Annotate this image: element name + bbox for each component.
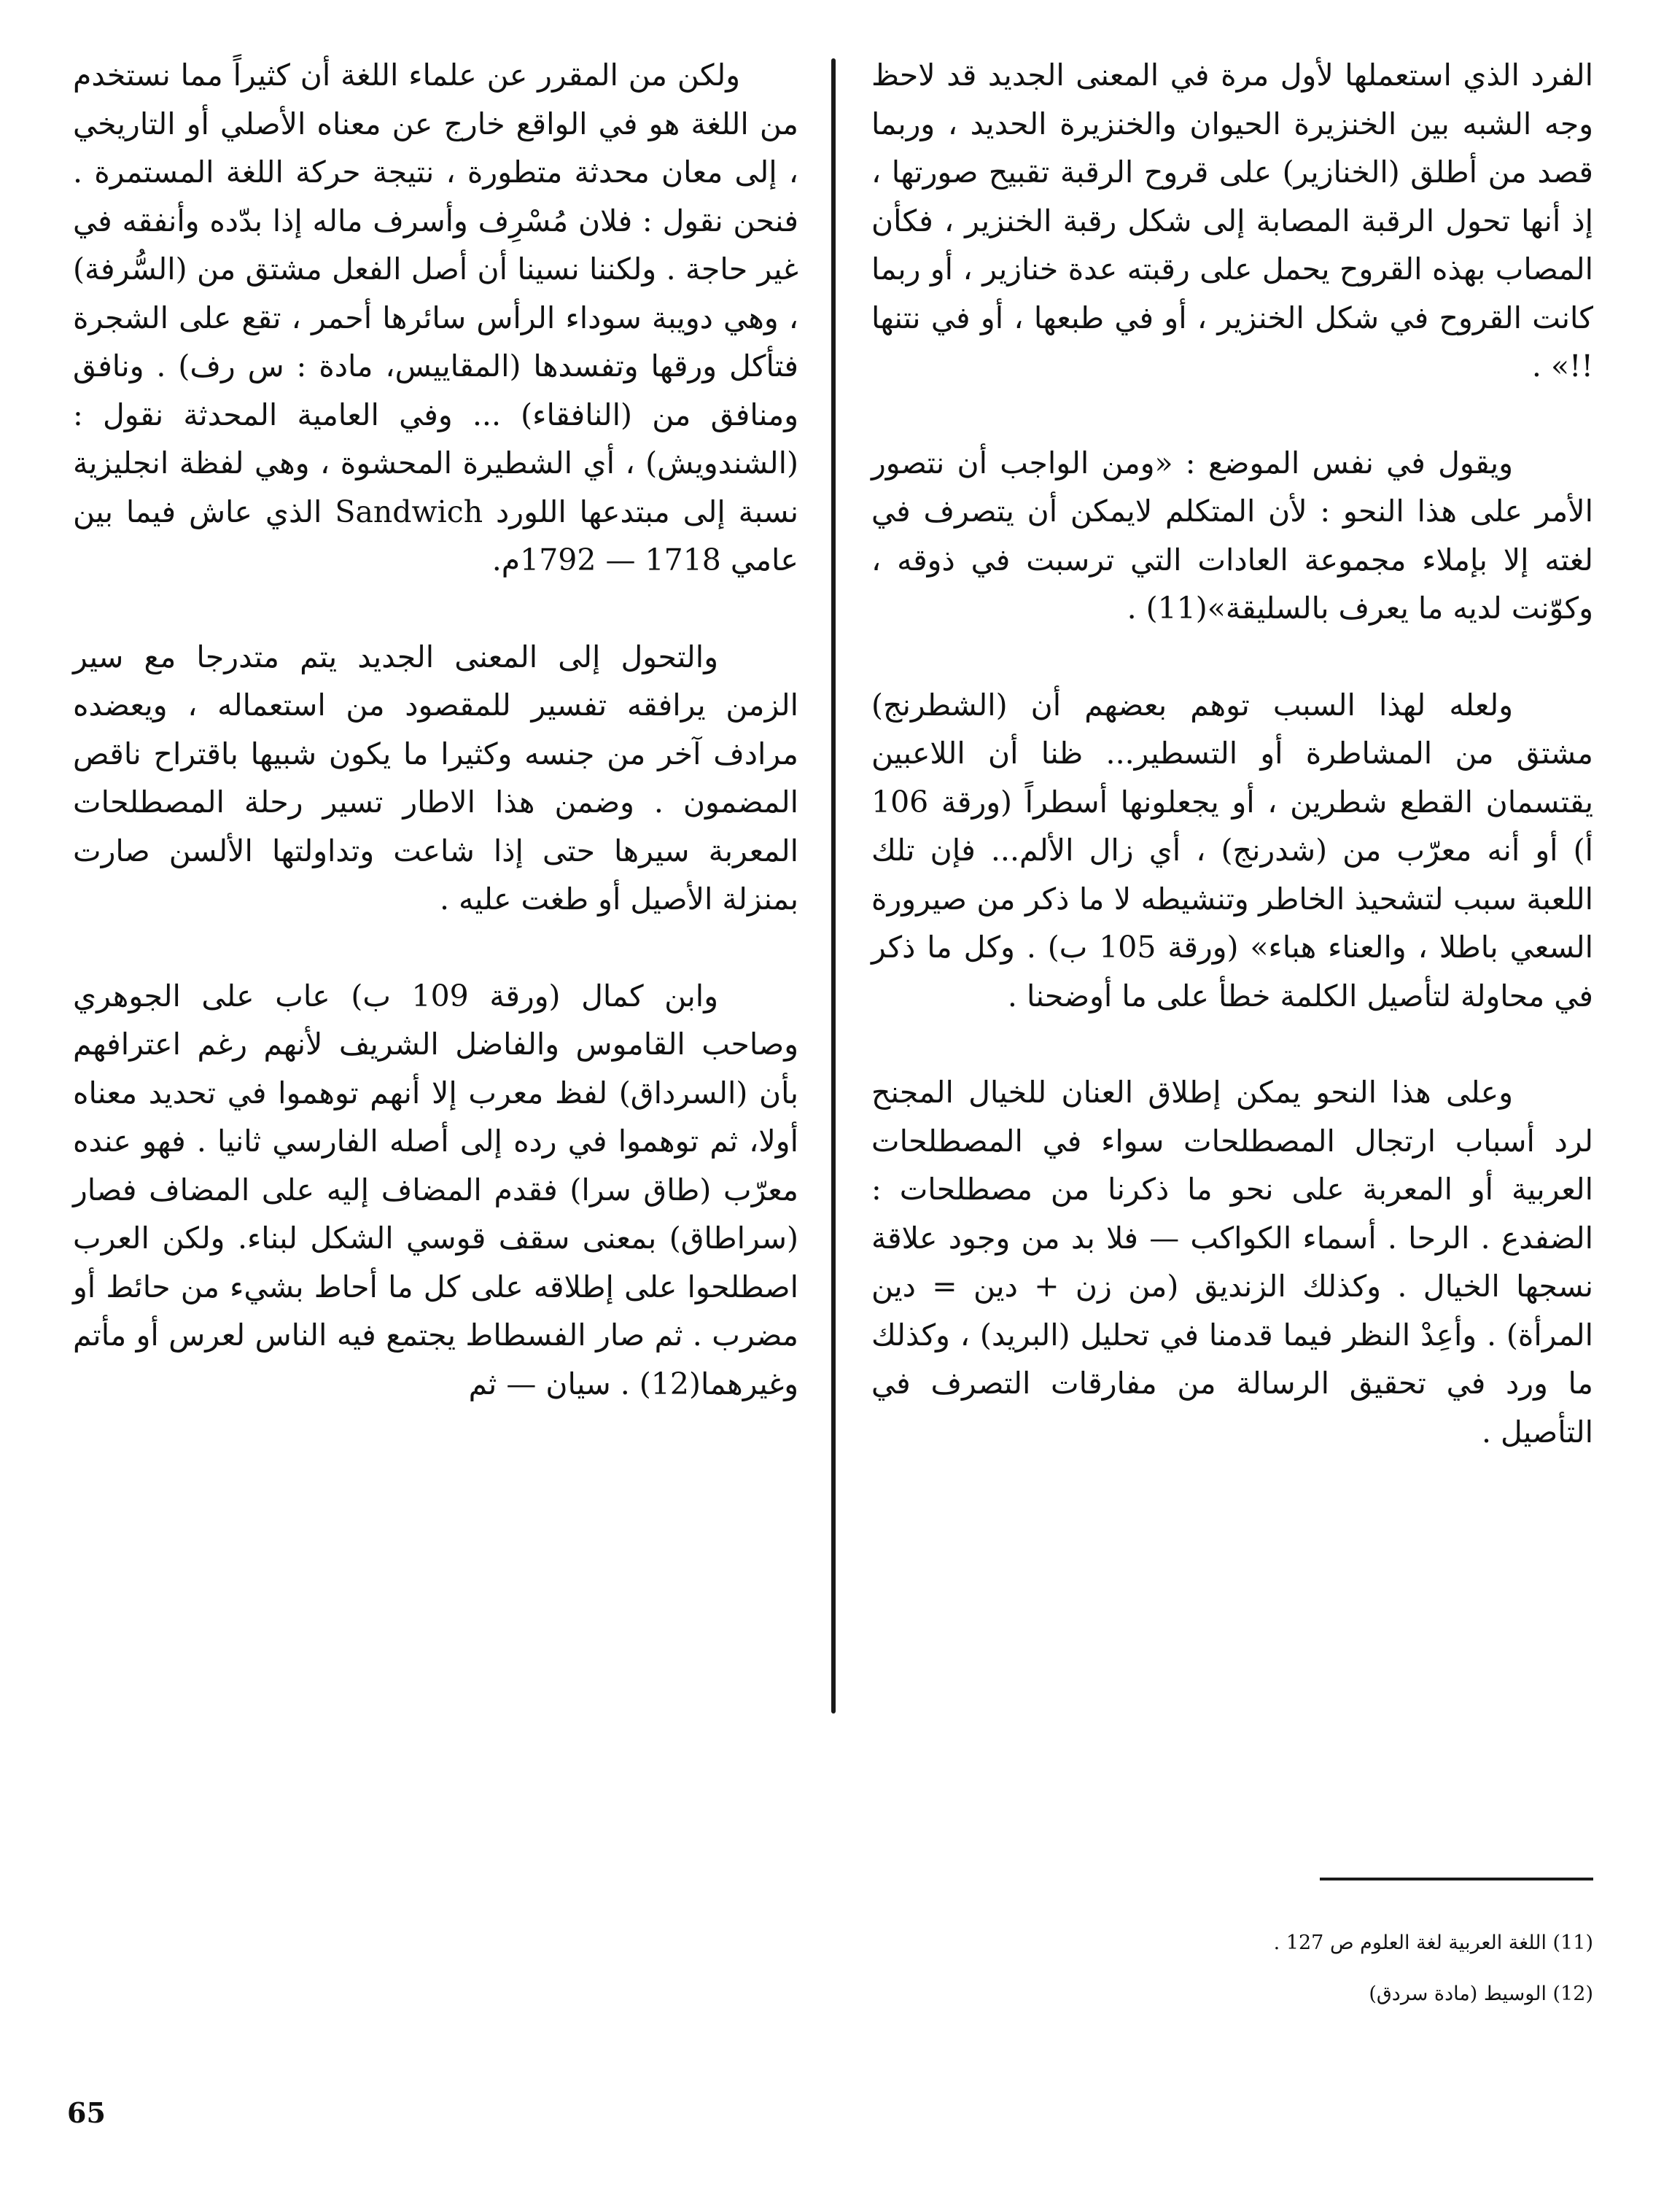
right-column bbox=[871, 51, 1593, 1456]
footnotes bbox=[871, 1918, 1593, 2020]
paragraph: وابن كمال (ورقة 109 ب) عاب على الجوهري وصاحب القاموس والفاضل الشريف لأنهم رغم اعترافهم بأن (السرداق) لفظ معرب إلا أنهم توهموا في تحديد معناه أولا، ثم توهموا في رده إلى أصله الفارسي ثانيا . فهو عنده معرّب (طاق سرا) فقدم المضاف إليه على المضاف فصار (سراطاق) بمعنى سقف قوسي الشكل لبناء. ولكن العرب اصطلحوا على إطلاقه على كل ما أحاط بشيء من حائط أو مضرب . ثم صار الفسطاط يجتمع فيه الناس لعرس أو مأتم وغيرهما(12) . سيان — ثم bbox=[73, 978, 798, 1401]
footnote-separator bbox=[1320, 1878, 1593, 1880]
paragraph: ولعله لهذا السبب توهم بعضهم أن (الشطرنج) مشتق من المشاطرة أو التسطير... ظنا أن اللاعبين يقتسمان القطع شطرين ، أو يجعلونها أسطراً (ورقة 106 أ) أو أنه معرّب من (شدرنج) ، أي زال الألم... فإن تلك اللعبة سبب لتشحيذ الخاطر وتنشيطه لا ما ذكر من صيرورة السعي باطلا ، والعناء هباء» (ورقة 105 ب) . وكل ما ذكر في محاولة لتأصيل الكلمة خطأ على ما أوضحنا . bbox=[871, 687, 1593, 1014]
page-number: 65 bbox=[67, 2096, 106, 2129]
footnote: (12) الوسيط (مادة سردق) bbox=[1369, 1983, 1593, 2005]
footnote: (11) اللغة العربية لغة العلوم ص 127 . bbox=[1273, 1932, 1593, 1954]
paragraph: ويقول في نفس الموضع : «ومن الواجب أن نتصور الأمر على هذا النحو : لأن المتكلم لايمكن أن يتصرف في لغته إلا بإملاء مجموعة العادات التي ترسبت في ذوقه ، وكوّنت لديه ما يعرف بالسليقة»(11) . bbox=[871, 445, 1593, 626]
column-divider bbox=[831, 58, 836, 1714]
left-column bbox=[73, 51, 798, 1408]
paragraph: وعلى هذا النحو يمكن إطلاق العنان للخيال المجنح لرد أسباب ارتجال المصطلحات سواء في المصطلحات العربية أو المعربة على نحو ما ذكرنا من مصطلحات : الضفدع . الرحا . أسماء الكواكب — فلا بد من وجود علاقة نسجها الخيال . وكذلك الزنديق (من زن + دين = دين المرأة) . وأعِدْ النظر فيما قدمنا في تحليل (البريد) ، وكذلك ما ورد في تحقيق الرسالة من مفارقات التصرف في التأصيل . bbox=[871, 1075, 1593, 1450]
paragraph: ولكن من المقرر عن علماء اللغة أن كثيراً مما نستخدم من اللغة هو في الواقع خارج عن معناه الأصلي أو التاريخي ، إلى معان محدثة متطورة ، نتيجة حركة اللغة المستمرة . فنحن نقول : فلان مُسْرِف وأسرف ماله إذا بدّده وأنفقه في غير حاجة . ولكننا نسينا أن أصل الفعل مشتق من (السُّرفة) ، وهي دويبة سوداء الرأس سائرها أحمر ، تقع على الشجرة فتأكل ورقها وتفسدها (المقاييس، مادة : س رف) . ونافق ومنافق من (النافقاء) ... وفي العامية المحدثة نقول : (الشندويش) ، أي الشطيرة المحشوة ، وهي لفظة انجليزية نسبة إلى مبتدعها اللورد Sandwich الذي عاش فيما بين عامي 1718 — 1792م. bbox=[73, 58, 798, 577]
paragraph: والتحول إلى المعنى الجديد يتم متدرجا مع سير الزمن يرافقه تفسير للمقصود من استعماله ، ويعضده مرادف آخر من جنسه وكثيرا ما يكون شبيها باقتراح ناقص المضمون . وضمن هذا الاطار تسير رحلة المصطلحات المعربة سيرها حتى إذا شاعت وتداولتها الألسن صارت بمنزلة الأصيل أو طغت عليه . bbox=[73, 639, 798, 917]
paragraph: الفرد الذي استعملها لأول مرة في المعنى الجديد قد لاحظ وجه الشبه بين الخنزيرة الحيوان والخنزيرة الحديد ، وربما قصد من أطلق (الخنازير) على قروح الرقبة تقبيح صورتها ، إذ أنها تحول الرقبة المصابة إلى شكل رقبة الخنزير ، فكأن المصاب بهذه القروح يحمل على رقبته عدة خنازير ، أو ربما كانت القروح في شكل الخنزير ، أو في طبعها ، أو في نتنها !!» . bbox=[871, 58, 1593, 384]
